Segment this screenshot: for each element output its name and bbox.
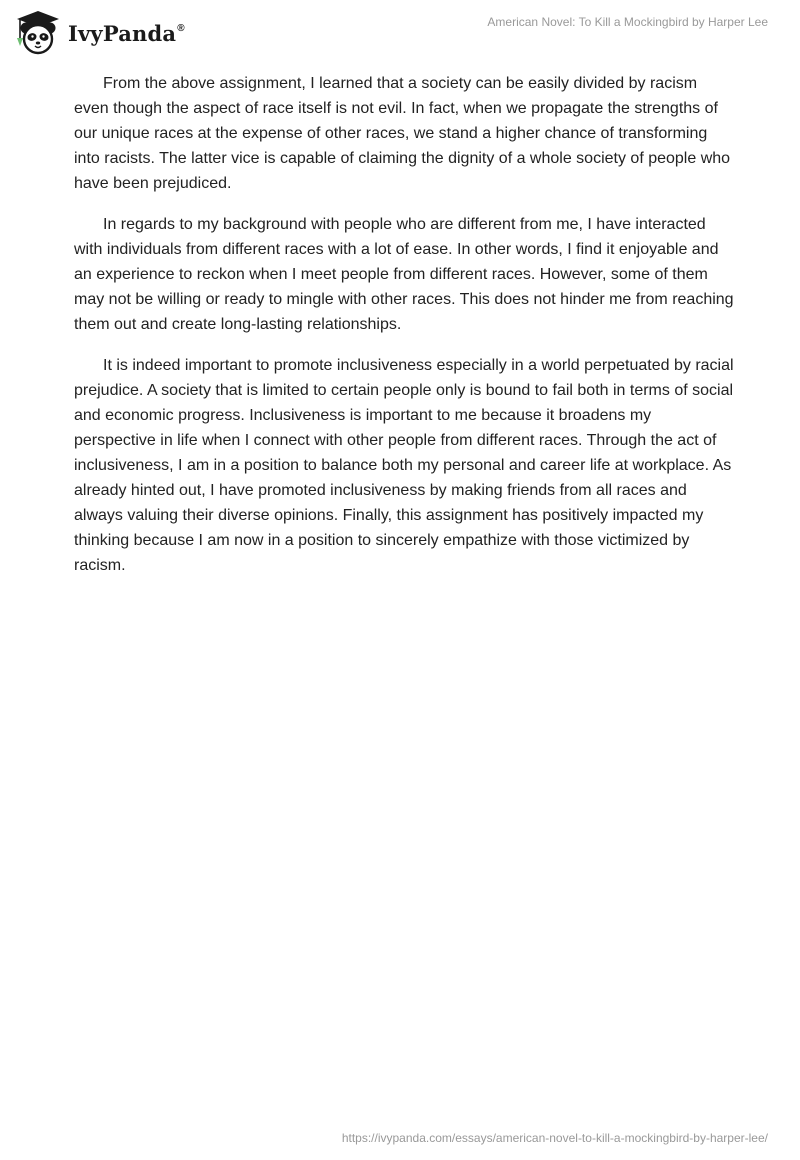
essay-body [74, 71, 734, 594]
ivypanda-logo[interactable] [14, 8, 185, 56]
brand-name: IvyPanda® [68, 20, 185, 46]
registered-mark: ® [177, 22, 185, 34]
essay-paragraph: In regards to my background with people who are different from me, I have interacted with individuals from different races with a lot of ease. In other words, I find it enjoyable and an experience to reckon when I meet people from different races. However, some of them may not be willing or ready to mingle with other races. This does not hinder me from reaching them out and create long-lasting relationships. [74, 216, 734, 333]
page-header [0, 0, 800, 60]
essay-paragraph: It is indeed important to promote inclusiveness especially in a world perpetuated by racial prejudice. A society that is limited to certain people only is bound to fail both in terms of social and economic progress. Inclusiveness is important to me because it broadens my perspective in life when I connect with other people from different races. Through the act of inclusiveness, I am in a position to balance both my personal and career life at workplace. As already hinted out, I have promoted inclusiveness by making friends from all races and always valuing their diverse opinions. Finally, this assignment has positively impacted my thinking because I am now in a position to sincerely empathize with those victimized by racism. [74, 357, 734, 574]
document-title: American Novel: To Kill a Mockingbird by Harper Lee [487, 15, 768, 29]
panda-graduate-icon [14, 8, 62, 56]
source-url[interactable]: https://ivypanda.com/essays/american-novel-to-kill-a-mockingbird-by-harper-lee/ [341, 1131, 768, 1145]
essay-paragraph: From the above assignment, I learned that a society can be easily divided by racism even though the aspect of race itself is not evil. In fact, when we propagate the strengths of our unique races at the expense of other races, we stand a higher chance of transforming into racists. The latter vice is capable of claiming the dignity of a whole society of people who have been prejudiced. [74, 75, 731, 192]
